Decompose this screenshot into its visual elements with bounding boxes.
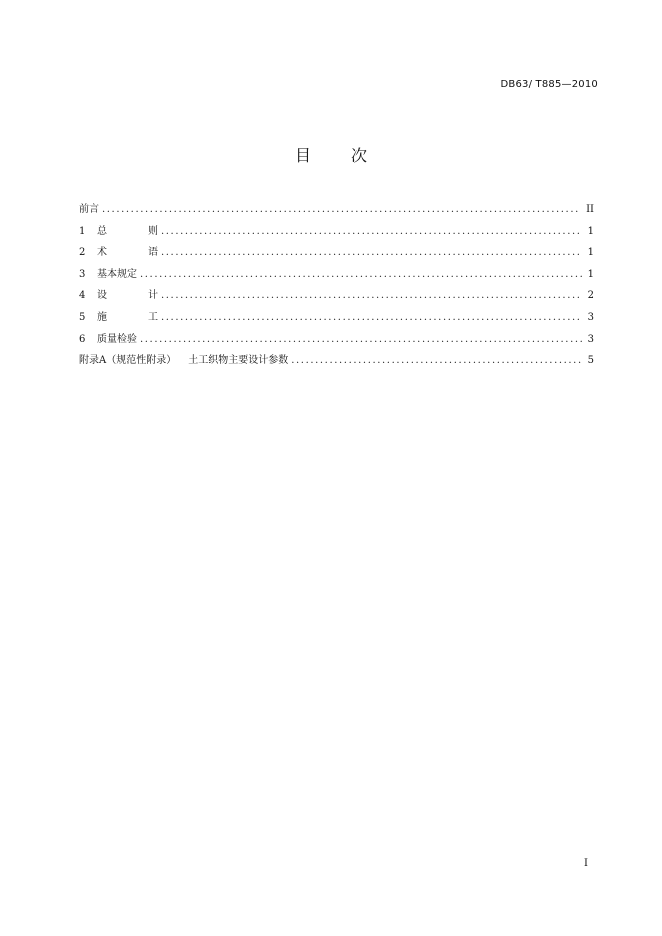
toc-entry-number: 1: [79, 225, 86, 237]
toc-leader-dots: [161, 285, 582, 307]
toc-entry-label-suffix: 土工织物主要设计参数: [188, 355, 289, 367]
toc-entry-label: 质量检验: [97, 333, 137, 345]
toc-leader-dots: [161, 242, 582, 264]
toc-entry-page: 5: [587, 355, 594, 367]
toc-entry-label: 前言: [79, 204, 99, 215]
toc-entry-number: 5: [79, 311, 86, 323]
toc-entry-design[interactable]: [79, 285, 594, 307]
toc-entry-foreword[interactable]: [79, 199, 594, 221]
toc-leader-dots: [102, 199, 580, 221]
title-char-2: 次: [351, 146, 368, 165]
toc-entry-label: 施 工: [97, 311, 158, 323]
toc-entry-quality-inspection[interactable]: [79, 329, 594, 351]
toc-leader-dots: [140, 329, 582, 351]
table-of-contents: [79, 199, 594, 372]
page-number: I: [584, 858, 588, 869]
toc-entry-appendix-a[interactable]: [79, 350, 594, 372]
toc-entry-construction[interactable]: [79, 307, 594, 329]
toc-entry-page: II: [586, 204, 594, 215]
toc-entry-label: 附录A（规范性附录）: [79, 355, 177, 367]
toc-entry-label: 总 则: [97, 225, 158, 237]
toc-entry-label: 术 语: [97, 247, 158, 259]
toc-entry-number: 4: [79, 290, 86, 302]
toc-leader-dots: [291, 350, 581, 372]
toc-entry-number: 2: [79, 247, 86, 259]
toc-entry-page: 1: [587, 247, 594, 259]
toc-entry-label: 设 计: [97, 290, 158, 302]
toc-entry-label: 基本规定: [97, 268, 137, 280]
standard-code: DB63/ T885—2010: [500, 79, 598, 90]
title-char-1: 目: [294, 146, 311, 165]
toc-entry-number: 3: [79, 268, 86, 280]
toc-entry-page: 3: [587, 311, 594, 323]
toc-entry-general[interactable]: [79, 221, 594, 243]
toc-entry-basic-rules[interactable]: [79, 264, 594, 286]
toc-entry-page: 2: [587, 290, 594, 302]
toc-entry-number: 6: [79, 333, 86, 345]
toc-entry-page: 1: [587, 268, 594, 280]
toc-entry-page: 3: [587, 333, 594, 345]
toc-leader-dots: [140, 264, 582, 286]
toc-entry-terms[interactable]: [79, 242, 594, 264]
toc-leader-dots: [161, 221, 582, 243]
toc-entry-page: 1: [587, 225, 594, 237]
page-title: [0, 146, 662, 166]
toc-leader-dots: [161, 307, 582, 329]
